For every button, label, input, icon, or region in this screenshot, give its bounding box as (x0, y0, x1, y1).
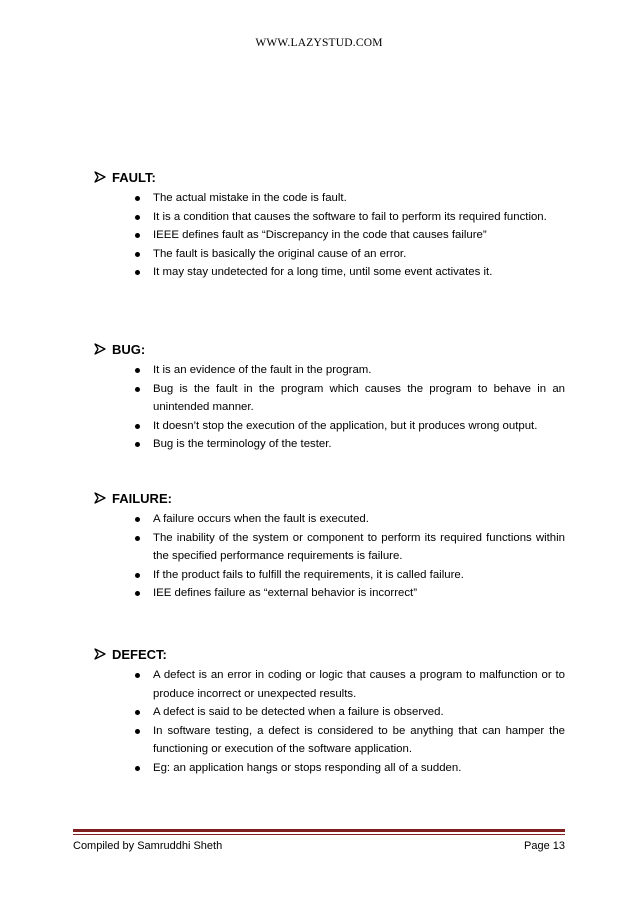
bullet-icon (135, 673, 140, 678)
bullet-icon (135, 270, 140, 275)
bullet-icon (135, 233, 140, 238)
arrow-bullet-icon (94, 648, 106, 660)
bullet-icon (135, 442, 140, 447)
section-title: FAULT: (112, 169, 156, 185)
list-item: A defect is an error in coding or logic that causes a program to malfunction or to produce incorrect or unexpected results. (95, 666, 565, 703)
section-title: BUG: (112, 341, 146, 357)
section-bug (95, 340, 565, 454)
bullet-icon (135, 591, 140, 596)
list-item: It is a condition that causes the software to fail to perform its required function. (95, 208, 565, 227)
list-item: A failure occurs when the fault is executed. (95, 510, 565, 529)
section-title: DEFECT: (112, 646, 167, 662)
list-item: Bug is the fault in the program which causes the program to behave in an unintended manner. (95, 380, 565, 417)
section-title: FAILURE: (112, 490, 172, 506)
arrow-bullet-icon (94, 171, 106, 183)
list-item: Bug is the terminology of the tester. (95, 435, 565, 454)
list-item: IEE defines failure as “external behavior is incorrect” (95, 584, 565, 603)
bullet-icon (135, 766, 140, 771)
arrow-bullet-icon (94, 343, 106, 355)
section-defect (95, 645, 565, 777)
footer-author: Compiled by Samruddhi Sheth (73, 840, 223, 852)
list-item: The actual mistake in the code is fault. (95, 189, 565, 208)
bullet-icon (135, 387, 140, 392)
arrow-bullet-icon (94, 492, 106, 504)
list-item: Eg: an application hangs or stops responding all of a sudden. (95, 759, 565, 778)
bullet-icon (135, 729, 140, 734)
section-fault (95, 168, 565, 282)
list-item: In software testing, a defect is considered to be anything that can hamper the functioning or execution of the software application. (95, 722, 565, 759)
bullet-icon (135, 196, 140, 201)
list-item: IEEE defines fault as “Discrepancy in the code that causes failure” (95, 226, 565, 245)
page-header-site: WWW.LAZYSTUD.COM (255, 37, 383, 49)
bullet-icon (135, 710, 140, 715)
bullet-icon (135, 573, 140, 578)
list-item: The inability of the system or component to perform its required functions within the specified performance requirements is failure. (95, 529, 565, 566)
bullet-icon (135, 368, 140, 373)
footer-divider-thin (73, 834, 565, 835)
list-item: It doesn’t stop the execution of the application, but it produces wrong output. (95, 417, 565, 436)
bullet-icon (135, 536, 140, 541)
bullet-icon (135, 424, 140, 429)
footer-page-number: Page 13 (524, 840, 565, 852)
list-item: It is an evidence of the fault in the program. (95, 361, 565, 380)
list-item: The fault is basically the original cause of an error. (95, 245, 565, 264)
list-item: It may stay undetected for a long time, until some event activates it. (95, 263, 565, 282)
section-failure (95, 489, 565, 603)
page-footer (73, 840, 565, 852)
bullet-icon (135, 252, 140, 257)
bullet-icon (135, 517, 140, 522)
list-item: A defect is said to be detected when a failure is observed. (95, 703, 565, 722)
list-item: If the product fails to fulfill the requirements, it is called failure. (95, 566, 565, 585)
bullet-icon (135, 215, 140, 220)
footer-divider (73, 829, 565, 832)
